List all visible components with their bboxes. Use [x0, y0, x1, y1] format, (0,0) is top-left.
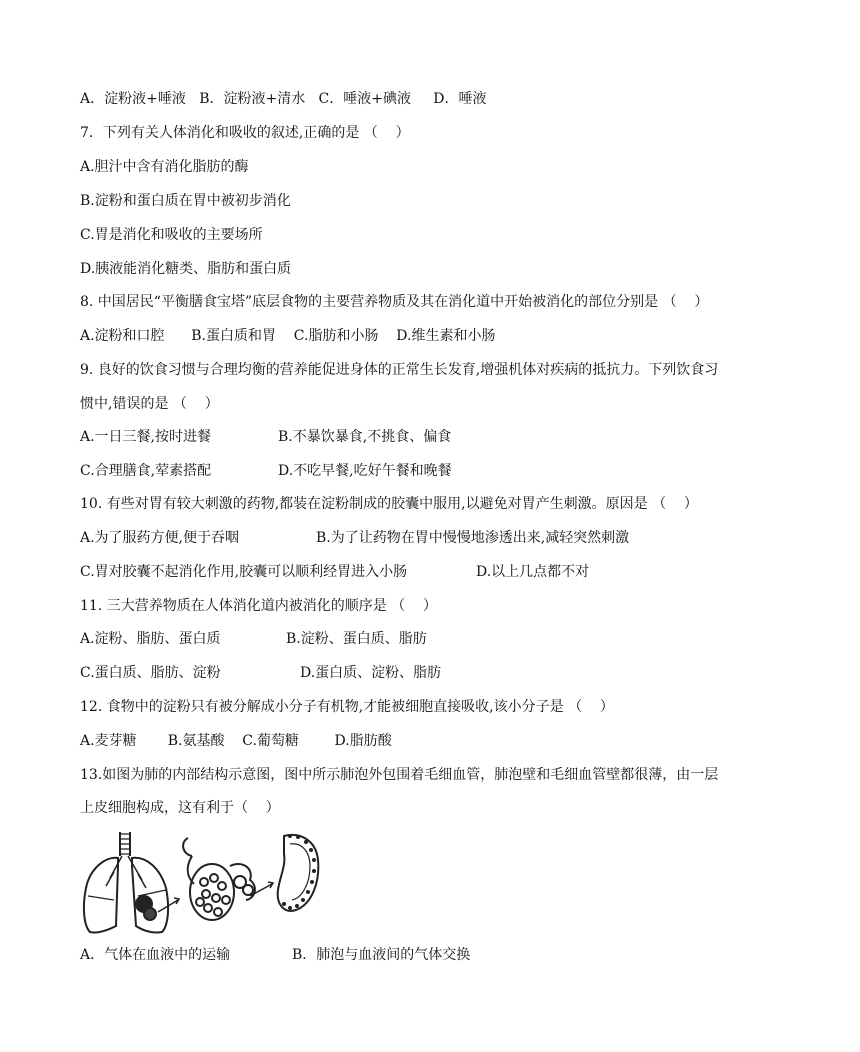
question-7-stem: 7．下列有关人体消化和吸收的叙述,正确的是 （ ）	[80, 125, 410, 141]
q11-option-b: B.淀粉、蛋白质、脂肪	[286, 631, 427, 647]
q9-option-d: D.不吃早餐,吃好午餐和晚餐	[278, 463, 452, 479]
question-9-stem-line-2: 惯中,错误的是 （ ）	[80, 396, 219, 412]
question-9-stem-line-1: 9. 良好的饮食习惯与合理均衡的营养能促进身体的正常生长发育,增强机体对疾病的抵抗力。下列饮食习	[80, 362, 719, 378]
q11-option-c: C.蛋白质、脂肪、淀粉	[80, 665, 221, 681]
q13-option-a: A．气体在血液中的运输	[80, 947, 231, 963]
q11-option-a: A.淀粉、脂肪、蛋白质	[80, 631, 221, 647]
q10-option-d: D.以上几点都不对	[476, 564, 590, 580]
q11-option-d: D.蛋白质、淀粉、脂肪	[300, 665, 442, 681]
q8-options-line: A.淀粉和口腔 B.蛋白质和胃 C.脂肪和小肠 D.维生素和小肠	[80, 328, 496, 344]
lung-structure-figure	[80, 826, 328, 938]
question-12-stem: 12. 食物中的淀粉只有被分解成小分子有机物,才能被细胞直接吸收,该小分子是 （ ）	[80, 699, 614, 715]
q9-option-a: A.一日三餐,按时进餐	[80, 429, 212, 445]
q6-options-line: A．淀粉液+唾液 B．淀粉液+清水 C．唾液+碘液 D．唾液	[80, 91, 487, 107]
q9-option-c: C.合理膳食,荤素搭配	[80, 463, 212, 479]
q7-option-a: A.胆汁中含有消化脂肪的酶	[80, 159, 249, 175]
q10-option-c: C.胃对胶囊不起消化作用,胶囊可以顺利经胃进入小肠	[80, 564, 408, 580]
q10-option-a: A.为了服药方便,便于吞咽	[80, 530, 240, 546]
q7-option-d: D.胰液能消化糖类、脂肪和蛋白质	[80, 261, 292, 277]
q10-option-b: B.为了让药物在胃中慢慢地渗透出来,减轻突然刺激	[316, 530, 630, 546]
question-10-stem: 10. 有些对胃有较大刺激的药物,都装在淀粉制成的胶囊中服用,以避免对胃产生刺激。原因是 （ ）	[80, 496, 698, 512]
question-13-stem-line-1: 13.如图为肺的内部结构示意图，图中所示肺泡外包围着毛细血管，肺泡壁和毛细血管壁都很薄，由一层	[80, 767, 719, 783]
q9-option-b: B.不暴饮暴食,不挑食、偏食	[278, 429, 452, 445]
question-13-stem-line-2: 上皮细胞构成，这有利于（ ）	[80, 800, 280, 816]
q7-option-b: B.淀粉和蛋白质在胃中被初步消化	[80, 193, 291, 209]
question-11-stem: 11. 三大营养物质在人体消化道内被消化的顺序是 （ ）	[80, 598, 437, 614]
question-8-stem: 8. 中国居民“平衡膳食宝塔”底层食物的主要营养物质及其在消化道中开始被消化的部位分别是 （ ）	[80, 294, 709, 310]
q13-option-b: B．肺泡与血液间的气体交换	[292, 947, 471, 963]
q12-options-line: A.麦芽糖 B.氨基酸 C.葡萄糖 D.脂肪酸	[80, 733, 392, 749]
q7-option-c: C.胃是消化和吸收的主要场所	[80, 227, 263, 243]
